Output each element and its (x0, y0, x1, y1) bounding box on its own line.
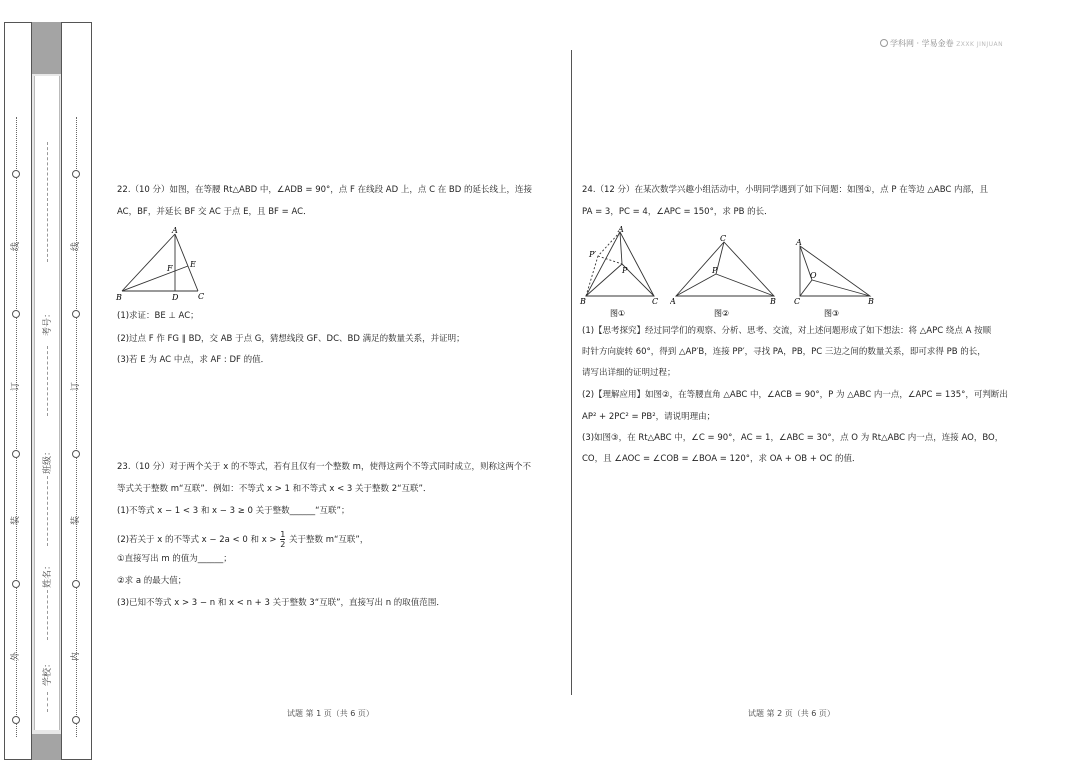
q22-label-A: A (172, 226, 178, 235)
outer-label-line: 线 (11, 241, 22, 252)
fig2-label-C: C (720, 234, 727, 243)
q22-label-B: B (116, 293, 122, 302)
outer-label-bind: 装 (11, 515, 22, 526)
fig1-label-B: B (580, 297, 586, 306)
q23-stem-line1: 23.（10 分）对于两个关于 x 的不等式，若有且仅有一个整数 m，使得这两个不等式同时成立，则称这两个不 (117, 462, 531, 472)
binding-hole (12, 450, 20, 458)
fraction-one-half (280, 530, 285, 549)
name-field-label: 姓名： (43, 560, 54, 589)
strip-top-block (32, 22, 61, 74)
q24-extend-line1: (3)如图③，在 Rt△ABC 中，∠C = 90°，AC = 1，∠ABC = 30°，点 O 为 Rt△ABC 内一点，连接 AO，BO， (582, 433, 1004, 443)
field-underline (47, 590, 48, 640)
fig3-label-A: A (796, 238, 802, 247)
binding-hole (72, 170, 80, 178)
logo-icon (880, 39, 888, 47)
q23-sub2: ②求 a 的最大值； (117, 576, 187, 586)
class-field-label: 班级： (43, 446, 54, 475)
q24-explore-line3: 请写出详细的证明过程； (582, 368, 676, 378)
segment-AP (676, 274, 716, 296)
q24-figure-2 (670, 232, 784, 320)
page-divider (571, 50, 572, 695)
field-underline (47, 142, 48, 262)
fig3-label-O: O (810, 271, 817, 280)
q22-label-F: F (167, 264, 173, 273)
binding-hole (12, 310, 20, 318)
q24-figure-3 (790, 234, 882, 320)
q22-stem-line1: 22.（10 分）如图，在等腰 Rt△ABD 中，∠ADB = 90°，点 F 在线段 AD 上，点 C 在 BD 的延长线上，连接 (117, 185, 532, 195)
segment-AB (122, 234, 175, 291)
binding-hole (72, 310, 80, 318)
segment-CO (800, 280, 812, 296)
binding-hole (72, 716, 80, 724)
fig2-label-A: A (670, 297, 676, 306)
outer-label-outside: 外 (11, 651, 22, 662)
q22-stem-line2: AC，BF，并延长 BF 交 AC 于点 E，且 BF = AC． (117, 207, 312, 217)
segment-BE (122, 266, 188, 291)
q23-part2 (117, 530, 368, 549)
fig1-label-C: C (652, 297, 659, 306)
field-underline (47, 346, 48, 416)
binding-hole (12, 716, 20, 724)
fig1-caption: 图① (610, 309, 626, 318)
inner-dotted-line (76, 117, 77, 737)
q22-label-C: C (198, 292, 205, 301)
binding-hole (12, 580, 20, 588)
q22-part1: (1)求证：BE ⊥ AC； (117, 311, 199, 321)
q23-part2-end: 关于整数 m“互联”， (289, 535, 369, 545)
exam-number-field-label: 考号： (43, 308, 54, 337)
binding-strip-outer-column (4, 22, 32, 760)
strip-bottom-block (32, 734, 61, 760)
fraction-denominator: 2 (280, 540, 286, 549)
segment-AP (620, 232, 622, 264)
publisher-logo (880, 38, 1003, 49)
q23-part2-start: (2)若关于 x 的不等式 x − 2a < 0 和 x > (117, 535, 277, 545)
outer-dotted-line (16, 117, 17, 737)
inner-label-bind: 装 (71, 515, 82, 526)
field-underline (47, 476, 48, 546)
binding-hole (72, 450, 80, 458)
q23-stem-line2: 等式关于整数 m“互联”．例如：不等式 x > 1 和不等式 x < 3 关于整数 2“互联”． (117, 484, 432, 494)
q22-label-D: D (172, 293, 179, 302)
q23-part1: (1)不等式 x − 1 < 3 和 x − 3 ≥ 0 关于整数______“互联”； (117, 506, 350, 516)
segment-BO (812, 280, 870, 296)
q24-apply-line2: AP² + 2PC² = PB²，请说明理由； (582, 412, 716, 422)
q24-apply-line1: (2)【理解应用】如图②，在等腰直角 △ABC 中，∠ACB = 90°，P 为 △ABC 内一点，∠APC = 135°，可判断出 (582, 390, 1008, 400)
binding-hole (72, 580, 80, 588)
inner-label-line: 线 (71, 241, 82, 252)
q24-explore-line1: (1)【思考探究】经过同学们的观察、分析、思考、交流，对上述问题形成了如下想法：将 △APC 绕点 A 按顺 (582, 326, 992, 336)
inner-label-order: 订 (71, 381, 82, 392)
logo-text: 学科网 · 学易金卷 (890, 39, 954, 48)
inner-label-inside: 内 (71, 651, 82, 662)
fig1-label-P: P (622, 266, 628, 275)
right-page-footer: 试题 第 2 页（共 6 页） (748, 709, 835, 718)
left-page-footer: 试题 第 1 页（共 6 页） (287, 709, 374, 718)
q24-figure-1 (578, 224, 668, 320)
strip-fields-area (34, 76, 60, 730)
fig3-label-B: B (868, 297, 874, 306)
q22-part3: (3)若 E 为 AC 中点，求 AF : DF 的值． (117, 355, 270, 365)
q22-label-E: E (190, 260, 196, 269)
fig3-label-C: C (794, 297, 801, 306)
fig1-label-A: A (618, 225, 624, 234)
segment-PP2 (598, 256, 622, 264)
binding-strip-inner-column (62, 22, 92, 760)
segment-BP (716, 274, 774, 296)
q22-part2: (2)过点 F 作 FG ∥ BD，交 AB 于点 G，猜想线段 GF、DC、BD 满足的数量关系，并证明； (117, 334, 465, 344)
binding-hole (12, 170, 20, 178)
q23-sub1: ①直接写出 m 的值为______； (117, 554, 232, 564)
q22-figure (112, 226, 212, 308)
fig1-label-P-prime: P′ (589, 250, 597, 259)
segment-BP (586, 264, 622, 296)
fig2-label-P: P (712, 266, 718, 275)
binding-strip-fields-column (32, 22, 62, 760)
q24-explore-line2: 时针方向旋转 60°，得到 △AP′B，连接 PP′，寻找 PA，PB，PC 三边之间的数量关系，即可求得 PB 的长， (582, 347, 986, 357)
q23-part3: (3)已知不等式 x > 3 − n 和 x < n + 3 关于整数 3“互联”，直接写出 n 的取值范围． (117, 598, 445, 608)
logo-subtext: ZXXK JINJUAN (956, 41, 1004, 48)
q24-stem-line2: PA = 3，PC = 4，∠APC = 150°，求 PB 的长． (582, 207, 773, 217)
school-field-label: 学校： (43, 658, 54, 687)
fig3-caption: 图③ (824, 309, 840, 318)
fraction-numerator: 1 (280, 530, 286, 539)
outer-label-order: 订 (11, 381, 22, 392)
q24-extend-line2: CO，且 ∠AOC = ∠COB = ∠BOA = 120°，求 OA + OB + OC 的值． (582, 454, 861, 464)
fig2-label-B: B (770, 297, 776, 306)
field-underline (47, 692, 48, 712)
q24-stem-line1: 24.（12 分）在某次数学兴趣小组活动中，小明同学遇到了如下问题：如图①，点 P 在等边 △ABC 内部，且 (582, 185, 989, 195)
fig2-caption: 图② (714, 309, 730, 318)
